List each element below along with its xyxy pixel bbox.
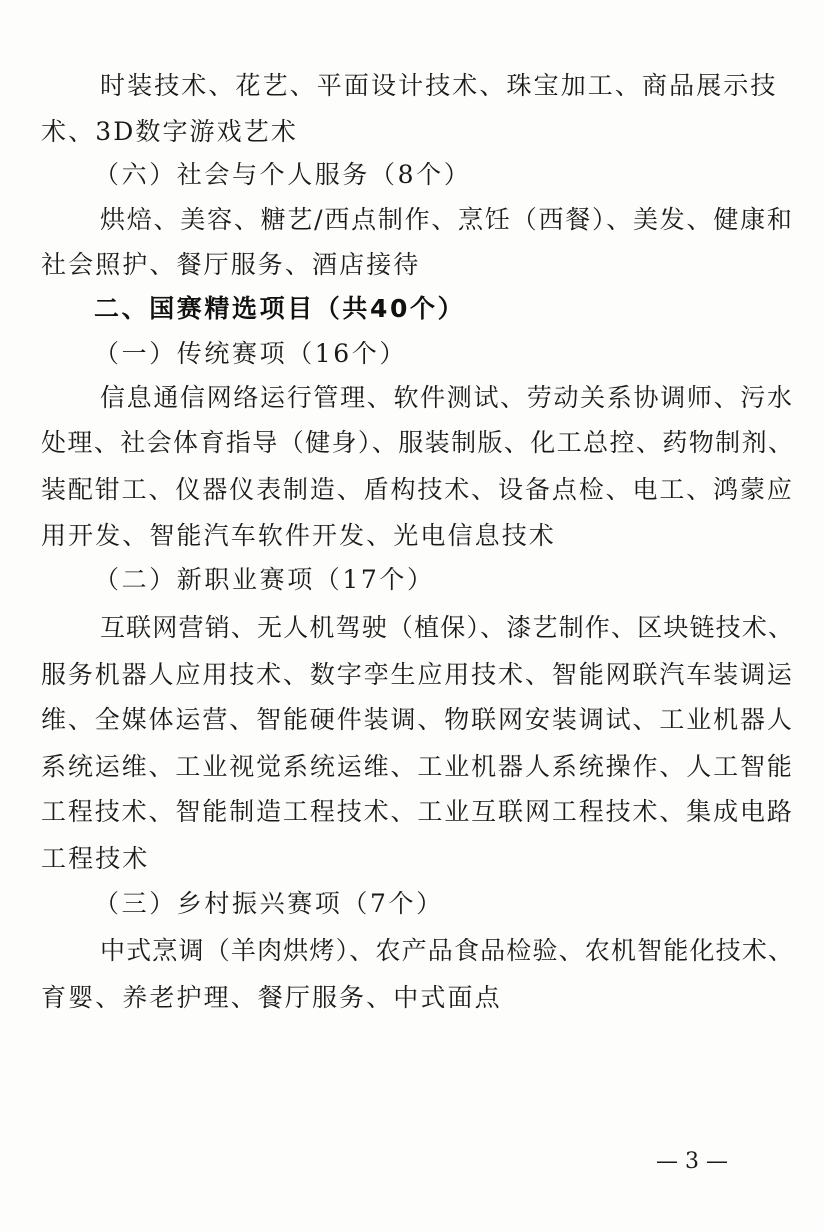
subheading-social-services: （六）社会与个人服务（8个） xyxy=(94,160,472,189)
body-line-18: 工程技术 xyxy=(41,844,150,873)
body-line-14: 服务机器人应用技术、数字孪生应用技术、智能网联汽车装调运 xyxy=(41,660,794,689)
body-line-4: 烘焙、美容、糖艺/西点制作、烹饪（西餐）、美发、健康和 xyxy=(100,205,794,234)
subheading-new-occupations: （二）新职业赛项（17个） xyxy=(94,565,435,594)
section-heading-national-selected: 二、国赛精选项目（共40个） xyxy=(94,294,466,323)
body-line-16: 系统运维、工业视觉系统运维、工业机器人系统操作、人工智能 xyxy=(41,752,794,781)
body-line-17: 工程技术、智能制造工程技术、工业互联网工程技术、集成电路 xyxy=(41,797,794,826)
body-line-11: 用开发、智能汽车软件开发、光电信息技术 xyxy=(41,521,556,550)
body-line-8: 信息通信网络运行管理、软件测试、劳动关系协调师、污水 xyxy=(100,383,794,412)
body-line-21: 育婴、养老护理、餐厅服务、中式面点 xyxy=(41,983,502,1012)
body-line-2: 术、3D数字游戏艺术 xyxy=(41,117,298,146)
subheading-rural-revitalization: （三）乡村振兴赛项（7个） xyxy=(94,889,444,918)
body-line-5: 社会照护、餐厅服务、酒店接待 xyxy=(41,250,421,279)
body-line-13: 互联网营销、无人机驾驶（植保）、漆艺制作、区块链技术、 xyxy=(100,613,795,642)
body-line-15: 维、全媒体运营、智能硬件装调、物联网安装调试、工业机器人 xyxy=(41,705,794,734)
page-number: — 3 — xyxy=(656,1149,728,1174)
body-line-20: 中式烹调（羊肉烘烤）、农产品食品检验、农机智能化技术、 xyxy=(100,936,795,965)
body-line-10: 装配钳工、仪器仪表制造、盾构技术、设备点检、电工、鸿蒙应 xyxy=(41,475,794,504)
subheading-traditional: （一）传统赛项（16个） xyxy=(94,339,408,368)
body-line-9: 处理、社会体育指导（健身）、服装制版、化工总控、药物制剂、 xyxy=(41,428,795,457)
body-line-1: 时装技术、花艺、平面设计技术、珠宝加工、商品展示技 xyxy=(100,71,778,100)
